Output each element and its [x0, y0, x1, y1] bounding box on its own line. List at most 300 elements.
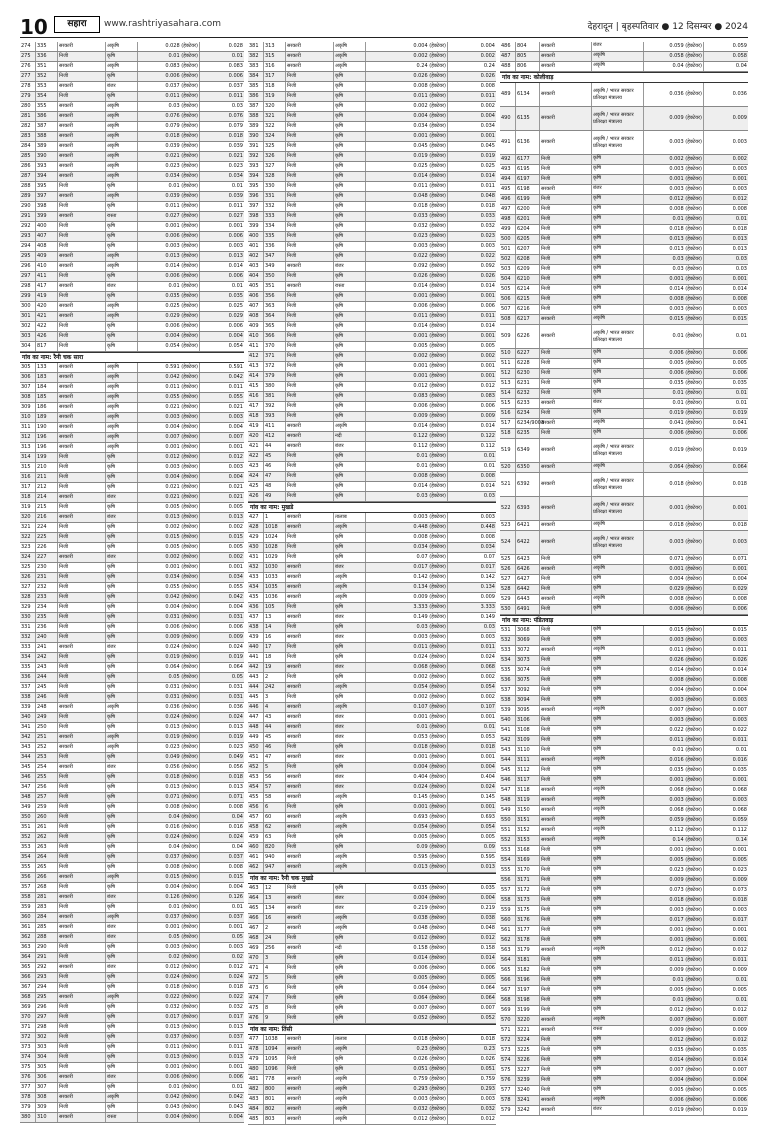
- land-type-cell: कृषि: [592, 155, 644, 164]
- acquired-area-cell: 0.036: [732, 91, 747, 97]
- land-type-cell: कृषि: [106, 1043, 138, 1052]
- owner-type-cell: निजी: [58, 623, 106, 632]
- serial-cell: 543: [500, 746, 516, 755]
- acquired-area-cell: 0.014: [732, 286, 747, 292]
- khasra-cell: 231: [36, 573, 58, 582]
- serial-cell: 354: [20, 853, 36, 862]
- owner-type-cell: सरकारी: [540, 796, 592, 805]
- area-cell: 0.001 (हेक्टेयर): [644, 275, 704, 284]
- acquired-area-cell: 0.003: [480, 514, 495, 520]
- land-type-cell: कृषि: [592, 656, 644, 665]
- acquired-area-cell: 0.001: [480, 363, 495, 369]
- serial-cell: 458: [248, 823, 264, 832]
- land-type-cell: बंजर: [334, 713, 366, 722]
- serial-cell: 291: [20, 212, 36, 221]
- table-row: [500, 1096, 748, 1106]
- table-row: [20, 623, 244, 633]
- land-type-cell: कृषि: [592, 1046, 644, 1055]
- land-type-cell: कृषि: [106, 523, 138, 532]
- land-type-cell: कृषि: [106, 1053, 138, 1062]
- land-type-cell: कृषि: [334, 92, 366, 101]
- area-cell: 0.001 (हेक्टेयर): [644, 175, 704, 184]
- serial-cell: 553: [500, 846, 516, 855]
- land-type-cell: कृषि: [106, 1103, 138, 1112]
- land-type-cell: कृषि: [106, 753, 138, 762]
- acquired-area-cell: 0.001: [480, 714, 495, 720]
- area-cell: 0.02 (हेक्टेयर): [138, 953, 200, 962]
- owner-type-cell: निजी: [58, 843, 106, 852]
- area-cell: 0.018 (हेक्टेयर): [644, 225, 704, 234]
- owner-type-cell: निजी: [58, 232, 106, 241]
- serial-cell: 470: [248, 954, 264, 963]
- acquired-area-cell: 0.055: [228, 394, 243, 400]
- table-row: [500, 62, 748, 72]
- owner-type-cell: निजी: [540, 956, 592, 965]
- area-cell: 0.036 (हेक्टेयर): [138, 703, 200, 712]
- table-row: [20, 42, 244, 52]
- owner-type-cell: सरकारी: [58, 102, 106, 111]
- owner-type-cell: सरकारी: [286, 523, 334, 532]
- land-type-cell: कृषि: [592, 225, 644, 234]
- area-cell: 0.003 (हेक्टेयर): [366, 513, 448, 522]
- serial-cell: 398: [248, 212, 264, 221]
- acquired-area-cell: 0.018: [480, 744, 495, 750]
- area-cell: 0.003 (हेक्टेयर): [644, 796, 704, 805]
- land-type-cell: अकृषि: [106, 733, 138, 742]
- serial-cell: 493: [500, 165, 516, 174]
- table-row: [20, 292, 244, 302]
- serial-cell: 364: [20, 953, 36, 962]
- khasra-cell: 3242: [516, 1106, 540, 1115]
- land-type-cell: कृषि: [334, 1055, 366, 1064]
- area-cell: 0.003 (हेक्टेयर): [366, 633, 448, 642]
- table-row: [500, 225, 748, 235]
- table-row: [248, 723, 496, 733]
- land-type-cell: अकृषि: [592, 646, 644, 655]
- land-type-cell: कृषि: [106, 52, 138, 61]
- acquired-area-cell: 0.009: [480, 594, 495, 600]
- serial-cell: 334: [20, 653, 36, 662]
- serial-cell: 305: [20, 363, 36, 372]
- khasra-cell: 281: [36, 893, 58, 902]
- area-cell: 0.033 (हेक्टेयर): [366, 212, 448, 221]
- website-link[interactable]: www.rashtriyasahara.com: [104, 19, 222, 29]
- owner-type-cell: निजी: [58, 833, 106, 842]
- serial-cell: 579: [500, 1106, 516, 1115]
- land-type-cell: कृषि: [106, 663, 138, 672]
- owner-type-cell: सरकारी: [58, 1093, 106, 1102]
- khasra-cell: 186: [36, 403, 58, 412]
- table-row: [20, 823, 244, 833]
- table-row: [20, 473, 244, 483]
- serial-cell: 302: [20, 322, 36, 331]
- serial-cell: 516: [500, 409, 516, 418]
- area-cell: 0.01 (हेक्टेयर): [366, 452, 448, 461]
- serial-cell: 558: [500, 896, 516, 905]
- acquired-area-cell: 0.013: [228, 253, 243, 259]
- table-row: [248, 342, 496, 352]
- khasra-cell: 3073: [516, 656, 540, 665]
- area-cell: 0.016 (हेक्टेयर): [138, 823, 200, 832]
- khasra-cell: 417: [36, 282, 58, 291]
- land-type-cell: अकृषि: [592, 419, 644, 428]
- land-type-cell: कृषि: [592, 305, 644, 314]
- land-type-cell: कृषि: [106, 242, 138, 251]
- acquired-area-cell: 0.004: [228, 604, 243, 610]
- owner-type-cell: निजी: [286, 122, 334, 131]
- owner-type-cell: निजी: [540, 225, 592, 234]
- land-type-cell: अकृषि: [592, 595, 644, 604]
- land-type-cell: कृषि: [334, 974, 366, 983]
- table-row: [500, 726, 748, 736]
- land-type-cell: कृषि: [334, 222, 366, 231]
- serial-cell: 399: [248, 222, 264, 231]
- area-cell: 0.002 (हेक्टेयर): [366, 52, 448, 61]
- table-row: [20, 713, 244, 723]
- acquired-area-cell: 0.112: [480, 443, 495, 449]
- land-type-cell: कृषि: [334, 142, 366, 151]
- acquired-area-cell: 0.025: [480, 163, 495, 169]
- acquired-area-cell: 0.006: [228, 73, 243, 79]
- khasra-cell: 3175: [516, 906, 540, 915]
- serial-cell: 445: [248, 693, 264, 702]
- table-row: [248, 392, 496, 402]
- khasra-cell: 6217: [516, 315, 540, 324]
- serial-cell: 421: [248, 442, 264, 451]
- serial-cell: 353: [20, 843, 36, 852]
- khasra-cell: 3151: [516, 816, 540, 825]
- table-row: [248, 492, 496, 502]
- area-cell: 0.042 (हेक्टेयर): [138, 1093, 200, 1102]
- area-cell: 0.022 (हेक्टेयर): [366, 252, 448, 261]
- owner-type-cell: निजी: [540, 866, 592, 875]
- serial-cell: 578: [500, 1096, 516, 1105]
- khasra-cell: 308: [36, 1093, 58, 1102]
- area-cell: 0.021 (हेक्टेयर): [138, 152, 200, 161]
- owner-type-cell: निजी: [286, 543, 334, 552]
- khasra-cell: 233: [36, 593, 58, 602]
- land-type-cell: बंजर: [334, 904, 366, 913]
- owner-type-cell: सरकारी: [540, 497, 592, 520]
- acquired-area-cell: 0.002: [228, 524, 243, 530]
- land-type-cell: अकृषि: [334, 914, 366, 923]
- acquired-area-cell: 0.011: [480, 644, 495, 650]
- khasra-cell: 45: [264, 452, 286, 461]
- acquired-area-cell: 0.021: [228, 484, 243, 490]
- area-cell: 0.053 (हेक्टेयर): [366, 733, 448, 742]
- acquired-area-cell: 0.014: [732, 1057, 747, 1063]
- serial-cell: 319: [20, 503, 36, 512]
- table-row: [500, 1086, 748, 1096]
- serial-cell: 388: [248, 112, 264, 121]
- owner-type-cell: निजी: [58, 342, 106, 351]
- land-type-cell: कृषि: [106, 633, 138, 642]
- owner-type-cell: निजी: [286, 643, 334, 652]
- serial-cell: 332: [20, 633, 36, 642]
- serial-cell: 299: [20, 292, 36, 301]
- acquired-area-cell: 0.035: [732, 380, 747, 386]
- acquired-area-cell: 0.024: [228, 834, 243, 840]
- serial-cell: 402: [248, 252, 264, 261]
- land-type-cell: कृषि: [592, 696, 644, 705]
- serial-cell: 295: [20, 252, 36, 261]
- owner-type-cell: सरकारी: [286, 1105, 334, 1114]
- khasra-cell: 5: [264, 974, 286, 983]
- table-row: [20, 813, 244, 823]
- land-type-cell: अकृषि: [106, 192, 138, 201]
- khasra-cell: 802: [264, 1105, 286, 1114]
- serial-cell: 338: [20, 693, 36, 702]
- owner-type-cell: निजी: [58, 823, 106, 832]
- area-cell: 0.126 (हेक्टेयर): [138, 893, 200, 902]
- area-cell: 0.04 (हेक्टेयर): [138, 843, 200, 852]
- land-type-cell: अकृषि: [592, 826, 644, 835]
- area-cell: 0.23 (हेक्टेयर): [366, 1045, 448, 1054]
- serial-cell: 551: [500, 826, 516, 835]
- khasra-cell: 185: [36, 393, 58, 402]
- khasra-cell: 6231: [516, 379, 540, 388]
- khasra-cell: 319: [264, 92, 286, 101]
- area-cell: 0.076 (हेक्टेयर): [138, 112, 200, 121]
- serial-cell: 453: [248, 773, 264, 782]
- area-cell: 0.005 (हेक्टेयर): [366, 342, 448, 351]
- land-type-cell: कृषि: [106, 603, 138, 612]
- acquired-area-cell: 0.021: [228, 494, 243, 500]
- area-cell: 0.022 (हेक्टेयर): [644, 726, 704, 735]
- table-row: [20, 262, 244, 272]
- area-cell: 0.037 (हेक्टेयर): [138, 913, 200, 922]
- khasra-cell: 257: [36, 793, 58, 802]
- acquired-area-cell: 0.002: [480, 53, 495, 59]
- serial-cell: 494: [500, 175, 516, 184]
- khasra-cell: 43: [264, 713, 286, 722]
- table-row: [20, 172, 244, 182]
- page-number: 10: [20, 15, 48, 39]
- land-type-cell: कृषि: [334, 984, 366, 993]
- land-type-cell: कृषि: [334, 312, 366, 321]
- acquired-area-cell: 0.006: [732, 606, 747, 612]
- serial-cell: 433: [248, 573, 264, 582]
- acquired-area-cell: 0.076: [228, 113, 243, 119]
- land-type-cell: बंजर: [334, 563, 366, 572]
- owner-type-cell: निजी: [540, 575, 592, 584]
- khasra-cell: 331: [264, 192, 286, 201]
- khasra-cell: 306: [36, 1073, 58, 1082]
- table-row: [20, 423, 244, 433]
- table-row: [500, 315, 748, 325]
- area-cell: 0.014 (हेक्टेयर): [366, 282, 448, 291]
- table-row: [248, 643, 496, 653]
- acquired-area-cell: 0.018: [732, 226, 747, 232]
- column-3: [500, 42, 748, 1122]
- owner-type-cell: निजी: [286, 252, 334, 261]
- owner-type-cell: सरकारी: [58, 993, 106, 1002]
- acquired-area-cell: 0.029: [732, 586, 747, 592]
- area-cell: 0.083 (हेक्टेयर): [366, 392, 448, 401]
- table-row: [248, 1035, 496, 1045]
- area-cell: 0.014 (हेक्टेयर): [138, 262, 200, 271]
- serial-cell: 508: [500, 315, 516, 324]
- serial-cell: 385: [248, 82, 264, 91]
- serial-cell: 500: [500, 235, 516, 244]
- table-row: [500, 906, 748, 916]
- owner-type-cell: सरकारी: [540, 185, 592, 194]
- serial-cell: 489: [500, 83, 516, 106]
- owner-type-cell: सरकारी: [540, 399, 592, 408]
- acquired-area-cell: 0.043: [228, 1104, 243, 1110]
- table-row: [500, 399, 748, 409]
- acquired-area-cell: 0.595: [480, 854, 495, 860]
- owner-type-cell: सरकारी: [540, 756, 592, 765]
- table-row: [20, 863, 244, 873]
- land-type-cell: कृषि: [106, 272, 138, 281]
- serial-cell: 533: [500, 646, 516, 655]
- serial-cell: 518: [500, 429, 516, 438]
- khasra-cell: 806: [516, 62, 540, 71]
- serial-cell: 394: [248, 172, 264, 181]
- table-row: [20, 1103, 244, 1113]
- khasra-cell: 410: [36, 262, 58, 271]
- serial-cell: 439: [248, 633, 264, 642]
- acquired-area-cell: 0.012: [228, 454, 243, 460]
- serial-cell: 576: [500, 1076, 516, 1085]
- acquired-area-cell: 0.023: [228, 163, 243, 169]
- acquired-area-cell: 0.022: [732, 727, 747, 733]
- acquired-area-cell: 0.017: [480, 564, 495, 570]
- khasra-cell: 214: [36, 493, 58, 502]
- owner-type-cell: निजी: [540, 926, 592, 935]
- owner-type-cell: सरकारी: [58, 743, 106, 752]
- acquired-area-cell: 0.009: [732, 115, 747, 121]
- land-type-cell: कृषि: [106, 1083, 138, 1092]
- land-type-cell: कृषि: [334, 462, 366, 471]
- owner-type-cell: निजी: [58, 1013, 106, 1022]
- khasra-cell: 298: [36, 1023, 58, 1032]
- serial-cell: 450: [248, 743, 264, 752]
- owner-type-cell: निजी: [58, 863, 106, 872]
- serial-cell: 440: [248, 643, 264, 652]
- area-cell: 0.158 (हेक्टेयर): [366, 944, 448, 953]
- serial-cell: 491: [500, 131, 516, 154]
- area-cell: 0.03 (हेक्टेयर): [644, 265, 704, 274]
- acquired-area-cell: 0.008: [228, 804, 243, 810]
- serial-cell: 277: [20, 72, 36, 81]
- table-row: [500, 876, 748, 886]
- land-type-cell: कृषि: [334, 533, 366, 542]
- serial-cell: 372: [20, 1033, 36, 1042]
- khasra-cell: 6227: [516, 349, 540, 358]
- land-type-cell: कृषि: [592, 235, 644, 244]
- khasra-cell: 47: [264, 753, 286, 762]
- area-cell: 0.014 (हेक्टेयर): [644, 285, 704, 294]
- khasra-cell: 1033: [264, 573, 286, 582]
- khasra-cell: 292: [36, 963, 58, 972]
- khasra-cell: 302: [36, 1033, 58, 1042]
- khasra-cell: 6210: [516, 275, 540, 284]
- serial-cell: 564: [500, 956, 516, 965]
- land-type-cell: कृषि: [106, 973, 138, 982]
- land-type-cell: अकृषि: [592, 521, 644, 530]
- serial-cell: 420: [248, 432, 264, 441]
- land-type-cell: अकृषि: [334, 1105, 366, 1114]
- owner-type-cell: सरकारी: [58, 763, 106, 772]
- khasra-cell: 6235: [516, 429, 540, 438]
- area-cell: 0.012 (हेक्टेयर): [138, 963, 200, 972]
- owner-type-cell: सरकारी: [286, 422, 334, 431]
- serial-cell: 523: [500, 521, 516, 530]
- acquired-area-cell: 0.007: [732, 1017, 747, 1023]
- table-row: [248, 122, 496, 132]
- table-row: [248, 62, 496, 72]
- owner-type-cell: निजी: [286, 482, 334, 491]
- serial-cell: 349: [20, 803, 36, 812]
- owner-type-cell: निजी: [58, 1043, 106, 1052]
- land-type-cell: कृषि: [592, 369, 644, 378]
- owner-type-cell: निजी: [540, 1056, 592, 1065]
- serial-cell: 396: [248, 192, 264, 201]
- khasra-cell: 48: [264, 482, 286, 491]
- khasra-cell: 313: [264, 42, 286, 51]
- table-row: [248, 683, 496, 693]
- land-type-cell: कृषि: [334, 803, 366, 812]
- serial-cell: 409: [248, 322, 264, 331]
- owner-type-cell: निजी: [286, 182, 334, 191]
- acquired-area-cell: 0.009: [228, 634, 243, 640]
- khasra-cell: 3196: [516, 976, 540, 985]
- khasra-cell: 6198: [516, 185, 540, 194]
- area-cell: 0.006 (हेक्टेयर): [138, 232, 200, 241]
- area-cell: 0.011 (हेक्टेयर): [366, 92, 448, 101]
- area-cell: 0.002 (हेक्टेयर): [366, 693, 448, 702]
- khasra-cell: 296: [36, 1003, 58, 1012]
- area-cell: 0.015 (हेक्टेयर): [644, 626, 704, 635]
- acquired-area-cell: 0.011: [228, 93, 243, 99]
- serial-cell: 415: [248, 382, 264, 391]
- table-row: [500, 776, 748, 786]
- table-row: [500, 155, 748, 165]
- khasra-cell: 256: [264, 944, 286, 953]
- area-cell: 0.064 (हेक्टेयर): [644, 463, 704, 472]
- serial-cell: 452: [248, 763, 264, 772]
- khasra-cell: 288: [36, 933, 58, 942]
- khasra-cell: 3239: [516, 1076, 540, 1085]
- table-row: [20, 643, 244, 653]
- serial-cell: 428: [248, 523, 264, 532]
- table-row: [500, 305, 748, 315]
- serial-cell: 292: [20, 222, 36, 231]
- land-type-cell: अकृषि: [334, 1085, 366, 1094]
- area-cell: 0.04 (हेक्टेयर): [138, 813, 200, 822]
- owner-type-cell: सरकारी: [540, 806, 592, 815]
- khasra-cell: 805: [516, 52, 540, 61]
- serial-cell: 484: [248, 1105, 264, 1114]
- owner-type-cell: निजी: [286, 192, 334, 201]
- serial-cell: 330: [20, 613, 36, 622]
- serial-cell: 530: [500, 605, 516, 614]
- khasra-cell: 392: [264, 402, 286, 411]
- acquired-area-cell: 0.008: [732, 296, 747, 302]
- table-row: [248, 472, 496, 482]
- owner-type-cell: सरकारी: [58, 132, 106, 141]
- serial-cell: 406: [248, 292, 264, 301]
- area-cell: 0.004 (हेक्टेयर): [138, 423, 200, 432]
- serial-cell: 380: [20, 1113, 36, 1122]
- table-row: [20, 683, 244, 693]
- serial-cell: 347: [20, 783, 36, 792]
- acquired-area-cell: 0.004: [228, 884, 243, 890]
- table-row: [500, 666, 748, 676]
- khasra-cell: 49: [264, 492, 286, 501]
